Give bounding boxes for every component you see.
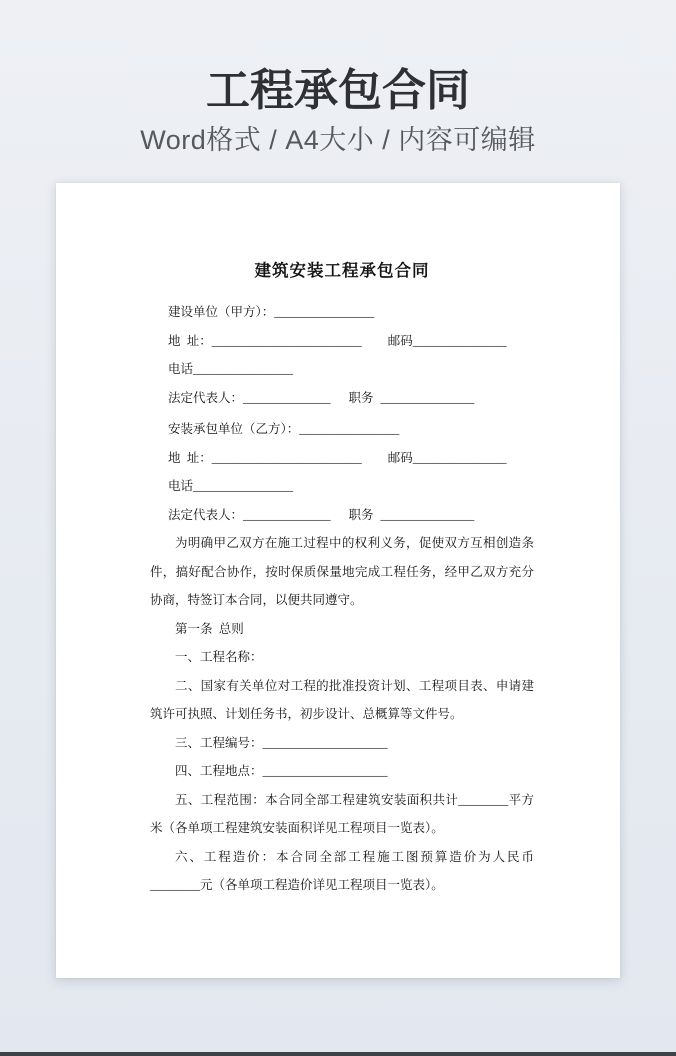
field-blank: ________________ — [274, 305, 375, 319]
field-label: 法定代表人： — [168, 390, 244, 405]
field-label: 安装承包单位（乙方）： — [168, 422, 300, 436]
clause-item-6: 六、工程造价：本合同全部工程施工图预算造价为人民币________元（各单项工程造价详见工程项目一览表）。 — [150, 849, 534, 892]
field-blank: _______________ — [380, 507, 475, 522]
field-label: 四、工程地点： — [175, 764, 263, 778]
field-blank: ________________________ — [211, 450, 362, 465]
field-label: 职务 — [348, 390, 374, 405]
field-line-party-a-legal — [150, 384, 534, 413]
field-line-party-a-unit — [150, 298, 534, 327]
field-label: 法定代表人： — [168, 507, 244, 522]
field-blank: ______________ — [243, 507, 331, 522]
field-blank: _______________ — [412, 450, 507, 465]
field-blank: ________________________ — [211, 333, 362, 348]
bottom-edge-bar — [0, 1052, 676, 1056]
document-content — [56, 183, 620, 900]
field-label: 邮码 — [387, 450, 413, 465]
field-label: 建设单位（甲方）： — [168, 305, 275, 319]
clause-item-5: 五、工程范围：本合同全部工程建筑安装面积共计________平方米（各单项工程建筑安装面积详见工程项目一览表）。 — [150, 792, 534, 835]
field-blank: ________________ — [299, 422, 400, 436]
field-line-party-a-address — [150, 327, 534, 356]
clause-item-2: 二、国家有关单位对工程的批准投资计划、工程项目表、申请建筑许可执照、计划任务书，初步设计、总概算等文件号。 — [150, 678, 534, 721]
field-label: 地 址： — [168, 450, 212, 465]
field-line-party-b-phone — [150, 472, 534, 501]
field-blank: ________________ — [193, 479, 294, 493]
field-blank: ____________________ — [262, 764, 388, 778]
hero-header — [0, 0, 676, 157]
document-page — [56, 183, 620, 978]
field-label: 邮码 — [387, 333, 413, 348]
field-label: 职务 — [348, 507, 374, 522]
field-label: 三、工程编号： — [175, 735, 263, 750]
field-blank: ________________ — [193, 362, 294, 376]
field-blank: _______________ — [380, 390, 475, 405]
page-subtitle: Word格式 / A4大小 / 内容可编辑 — [140, 125, 536, 155]
field-line-party-b-legal — [150, 501, 534, 530]
field-label: 电话 — [168, 362, 194, 376]
field-blank: _______________ — [412, 333, 507, 348]
page-title: 工程承包合同 — [206, 66, 470, 115]
article1-heading: 第一条 总则 — [175, 621, 244, 636]
field-blank: ______________ — [243, 390, 331, 405]
intro-paragraph: 为明确甲乙双方在施工过程中的权利义务，促使双方互相创造条件，搞好配合协作，按时保质保量地完成工程任务，经甲乙双方充分协商，特签订本合同，以便共同遵守。 — [150, 536, 534, 607]
clause-item-4 — [150, 757, 534, 786]
field-label: 电话 — [168, 479, 194, 493]
clause-item-3 — [150, 729, 534, 758]
field-line-party-b-address — [150, 444, 534, 473]
clause-item-1: 一、工程名称： — [175, 650, 263, 664]
field-blank: ____________________ — [262, 735, 388, 750]
field-line-party-a-phone — [150, 355, 534, 384]
document-title: 建筑安装工程承包合同 — [254, 261, 430, 280]
field-line-party-b-unit — [150, 415, 534, 444]
field-label: 地 址： — [168, 333, 212, 348]
